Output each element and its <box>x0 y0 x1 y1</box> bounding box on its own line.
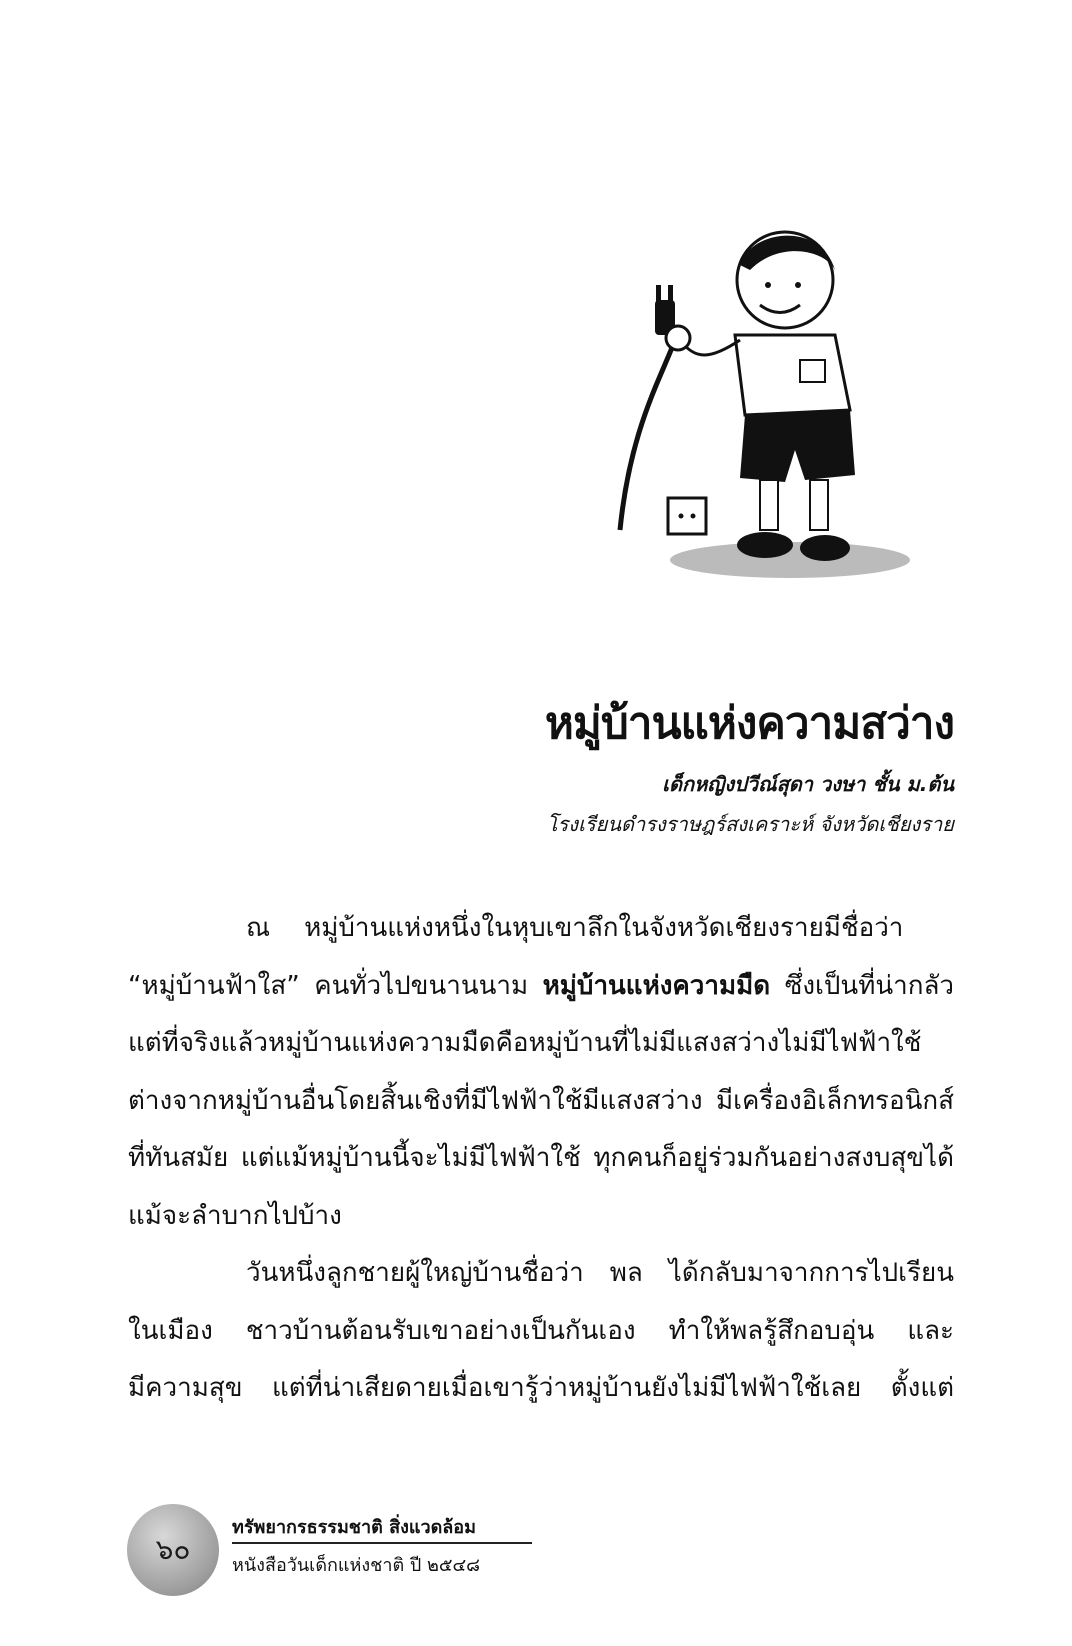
boy-holding-plug-illustration <box>600 210 930 630</box>
text-span: ณ <box>246 913 271 943</box>
author-name: เด็กหญิงปวีณ์สุดา วงษา ชั้น ม.ต้น <box>662 772 954 796</box>
page-number: ๖๐ <box>127 1504 219 1596</box>
paragraph-line: ในเมือง ชาวบ้านต้อนรับเขาอย่างเป็นกันเอง ทำให้พลรู้สึกอบอุ่น และ <box>128 1315 954 1346</box>
paragraph-line <box>128 900 954 958</box>
author-school: โรงเรียนดำรงราษฎร์สงเคราะห์ จังหวัดเชียงราย <box>546 812 954 836</box>
footer-subtitle: หนังสือวันเด็กแห่งชาติ ปี ๒๕๔๘ <box>232 1555 481 1576</box>
text-span: หมู่บ้านแห่งหนึ่งในหุบเขาลึกในจังหวัดเชียงรายมีชื่อว่า <box>304 913 904 943</box>
paragraph-line: วันหนึ่งลูกชายผู้ใหญ่บ้านชื่อว่า พล ได้กลับมาจากการไปเรียน <box>246 1258 954 1288</box>
paragraph-line: มีความสุข แต่ที่น่าเสียดายเมื่อเขารู้ว่าหมู่บ้านยังไม่มีไฟฟ้าใช้เลย ตั้งแต่ <box>128 1373 954 1403</box>
footer-divider <box>232 1542 532 1544</box>
text-span: “หมู่บ้านฟ้าใส” คนทั่วไปขนานนาม <box>128 970 543 1001</box>
paragraph-line: แม้จะลำบากไปบ้าง <box>128 1200 342 1231</box>
story-body <box>128 900 954 1418</box>
paragraph-line: แต่ที่จริงแล้วหมู่บ้านแห่งความมืดคือหมู่บ้านที่ไม่มีแสงสว่างไม่มีไฟฟ้าใช้ <box>128 1028 922 1058</box>
paragraph-line: ที่ทันสมัย แต่แม้หมู่บ้านนี้จะไม่มีไฟฟ้าใช้ ทุกคนก็อยู่ร่วมกันอย่างสงบสุขได้ <box>128 1143 954 1173</box>
paragraph-line: ต่างจากหมู่บ้านอื่นโดยสิ้นเชิงที่มีไฟฟ้าใช้มีแสงสว่าง มีเครื่องอิเล็กทรอนิกส์ <box>128 1085 954 1116</box>
story-title: หมู่บ้านแห่งความสว่าง <box>544 698 954 749</box>
footer-title: ทรัพยากรธรรมชาติ สิ่งแวดล้อม <box>232 1517 476 1538</box>
bold-phrase: หมู่บ้านแห่งความมืด <box>542 970 771 1001</box>
text-span: ซึ่งเป็นที่น่ากลัว <box>770 970 954 1001</box>
paragraph-line <box>128 958 954 1016</box>
